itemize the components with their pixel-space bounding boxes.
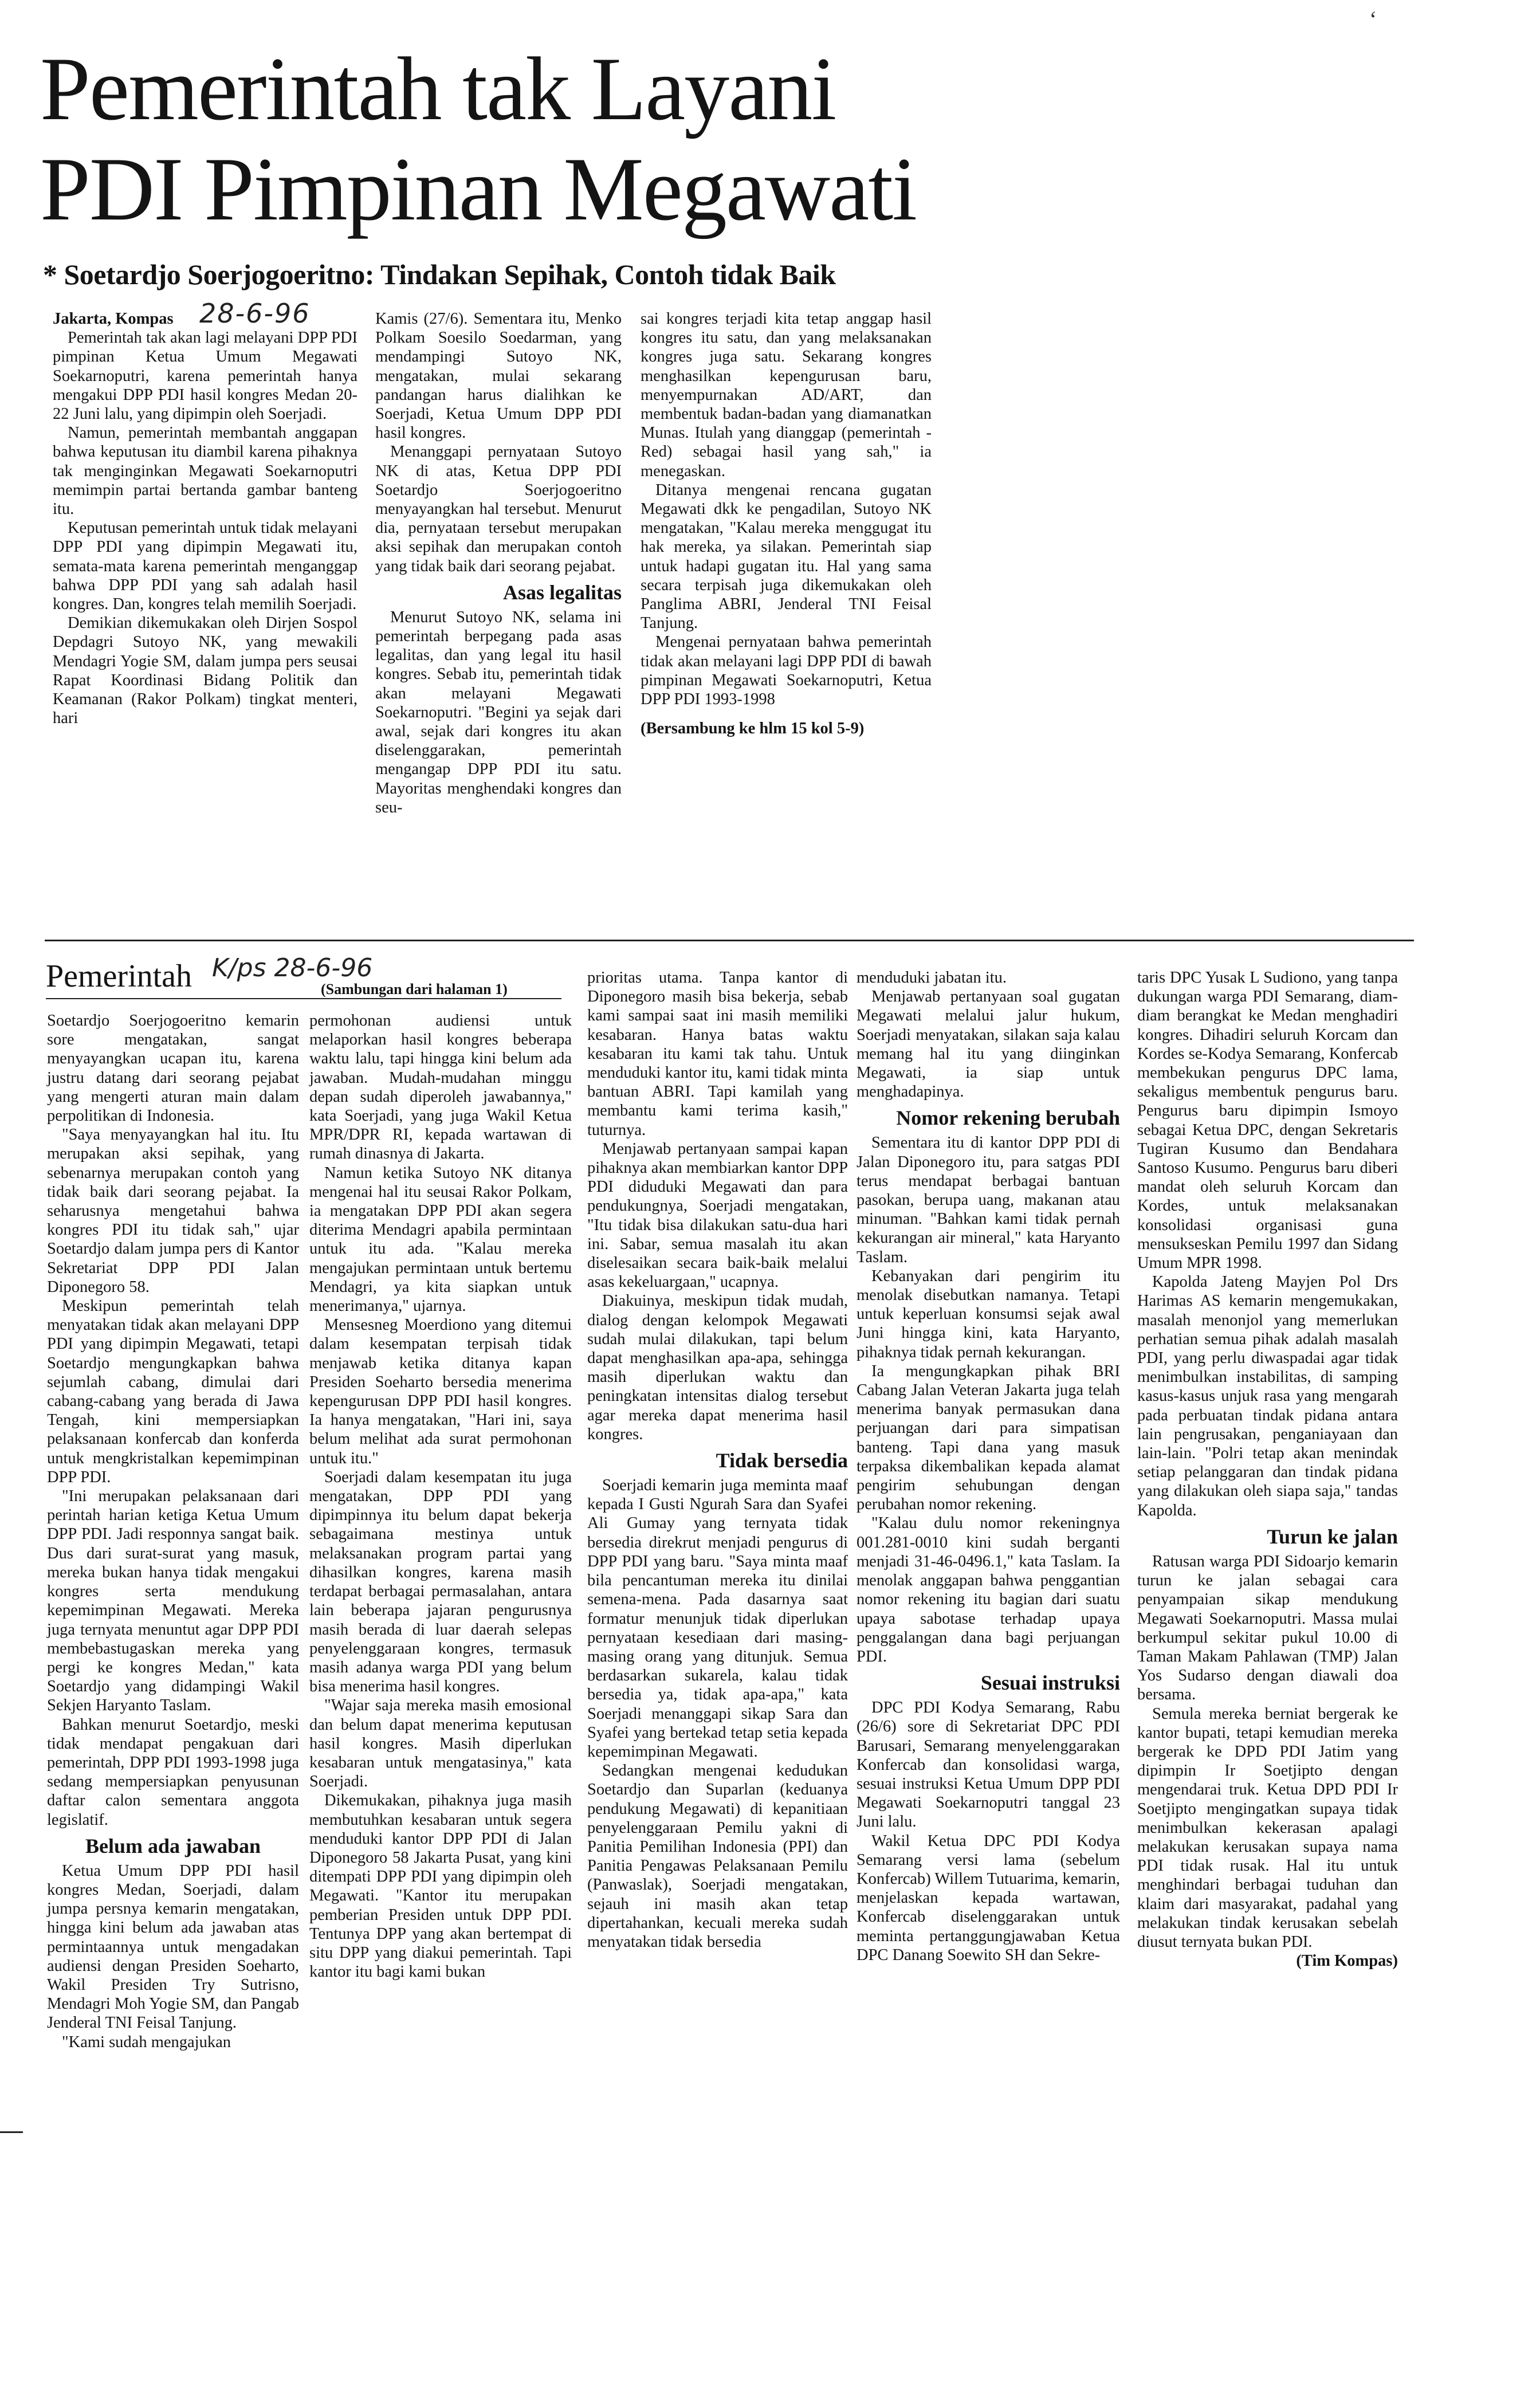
section-heading: Belum ada jawaban bbox=[85, 1834, 261, 1857]
paragraph: menduduki jabatan itu. bbox=[857, 969, 1007, 987]
article2-column-2 bbox=[309, 1011, 572, 1981]
title-underline bbox=[46, 998, 561, 999]
paragraph: Bahkan menurut Soetardjo, meski tidak mendapat pengakuan dari pemerintah, DPP PDI 1993-1998 juga sedang mempersiapkan penyusunan daftar calon sementara anggota legislatif. bbox=[47, 1715, 299, 1829]
paragraph: "Saya menyayangkan hal itu. Itu merupakan aksi sepihak, yang sebenarnya merupakan contoh yang tidak baik dari seorang pejabat. Ia seharusnya mengetahui bahwa kongres PDI itu tidak sah," ujar Soetardjo dalam jumpa pers di Kantor Sekretariat DPP PDI Jalan Diponegoro 58. bbox=[47, 1126, 299, 1296]
paragraph: Menjawab pertanyaan soal gugatan Megawati melalui jalur hukum, Soerjadi menyatakan, silakan saja kalau memang hal itu yang diinginkan Megawati, ia siap untuk menghadapinya. bbox=[857, 988, 1120, 1101]
section-heading: Sesuai instruksi bbox=[980, 1671, 1120, 1695]
paragraph: Ratusan warga PDI Sidoarjo kemarin turun ke jalan sebagai cara penyampaian sikap mendukung Megawati Soekarnoputri. Massa mulai berkumpul sekitar pukul 10.00 di Taman Makam Pahlawan (TMP) Jalan Yos Sudarso dengan diawali doa bersama. bbox=[1137, 1552, 1398, 1704]
paragraph: Kebanyakan dari pengirim itu menolak disebutkan namanya. Tetapi untuk keperluan konsumsi sejak awal Juni hingga kini, kata Haryanto, pihaknya tidak pernah kekurangan. bbox=[857, 1267, 1120, 1361]
paragraph: "Kami sudah mengajukan bbox=[62, 2033, 231, 2051]
paragraph: Namun ketika Sutoyo NK ditanya mengenai hal itu seusai Rakor Polkam, ia mengatakan DPP PDI akan segera diterima Mendagri apabila permintaan untuk itu ada. "Kalau mereka mengajukan permintaan untuk bertemu Mendagri, ya kita siapkan untuk menerimanya," ujarnya. bbox=[309, 1164, 572, 1315]
paragraph: "Ini merupakan pelaksanaan dari perintah harian ketiga Ketua Umum DPP PDI. Jadi responnya sangat baik. Dus dari surat-surat yang masuk, mereka bukan hanya tidak mengakui kongres serta mendukung kepemimpinan Megawati. Mereka juga ternyata menuntut agar DPP PDI membebastugaskan mereka yang pergi ke kongres Medan," kata Soetardjo yang didampingi Wakil Sekjen Haryanto Taslam. bbox=[47, 1487, 299, 1715]
article2-column-4 bbox=[857, 968, 1120, 1965]
paragraph: Menjawab pertanyaan sampai kapan pihaknya akan membiarkan kantor DPP PDI diduduki Megawati dan para pendukungnya, Soerjadi mengatakan, "Itu tidak bisa dilakukan satu-dua hari ini. Sabar, semua masalah itu akan diselesaikan secara baik-baik melalui asas kekeluargaan," ucapnya. bbox=[587, 1140, 848, 1291]
section-divider bbox=[45, 940, 1414, 941]
continuation-title: Pemerintah bbox=[46, 959, 192, 994]
paragraph: Namun, pemerintah membantah anggapan bahwa keputusan itu diambil karena pihaknya tak menginginkan Megawati Soekarnoputri memimpin partai bertanda gambar banteng itu. bbox=[53, 424, 358, 519]
paragraph: DPC PDI Kodya Semarang, Rabu (26/6) sore di Sekretariat DPC PDI Barusari, Semarang menyelenggarakan Konfercab dan konsolidasi warga, sesuai instruksi Ketua Umum DPP PDI Megawati Soekarnoputri tanggal 23 Juni lalu. bbox=[857, 1699, 1120, 1831]
paragraph: permohonan audiensi untuk melaporkan hasil kongres beberapa waktu lalu, tapi hingga kini belum ada jawaban. Mudah-mudahan minggu depan sudah diperoleh jawabannya," kata Soerjadi, yang juga Wakil Ketua MPR/DPR RI, kepada wartawan di rumah dinasnya di Jakarta. bbox=[309, 1012, 572, 1163]
section-heading: Nomor rekening berubah bbox=[896, 1106, 1120, 1130]
section-heading: Tidak bersedia bbox=[716, 1449, 848, 1472]
article2-column-1 bbox=[47, 1011, 299, 2052]
byline: (Tim Kompas) bbox=[1296, 1952, 1398, 1970]
paragraph: Demikian dikemukakan oleh Dirjen Sospol Depdagri Sutoyo NK, yang mewakili Mendagri Yogie SM, dalam jumpa pers seusai Rapat Koordinasi Bidang Politik dan Keamanan (Rakor Polkam) tingkat menteri, hari bbox=[53, 614, 358, 728]
paragraph: Ketua Umum DPP PDI hasil kongres Medan, Soerjadi, dalam jumpa persnya kemarin mengatakan, hingga kini belum ada jawaban atas permintaannya untuk mengadakan audiensi dengan Presiden Soeharto, Wakil Presiden Try Sutrisno, Mendagri Moh Yogie SM, dan Pangab Jenderal TNI Feisal Tanjung. bbox=[47, 1861, 299, 2032]
paragraph: Semula mereka berniat bergerak ke kantor bupati, tetapi kemudian mereka bergerak ke DPD PDI Jatim yang dipimpin Ir Soetjipto dengan mengendarai truk. Ketua DPD PDI Ir Soetjipto mengingatkan supaya tidak menimbulkan kekerasan apalagi melakukan kerusakan supaya nama PDI tidak rusak. Hal itu untuk menghindari berbagai tuduhan dan klaim dari masyarakat, padahal yang melakukan tindak kerusakan sebelah diusut ternyata bukan PDI. bbox=[1137, 1704, 1398, 1951]
dateline: Jakarta, Kompas bbox=[53, 310, 174, 328]
paragraph: "Wajar saja mereka masih emosional dan belum dapat menerima keputusan hasil kongres. Masih diperlukan kesabaran untuk mengatasinya," kata Soerjadi. bbox=[309, 1696, 572, 1791]
paragraph: Dikemukakan, pihaknya juga masih membutuhkan kesabaran untuk segera menduduki kantor DPP PDI di Jalan Diponegoro 58 Jakarta Pusat, yang kini ditempati DPP PDI yang dipimpin oleh Megawati. "Kantor itu merupakan pemberian Presiden untuk DPP PDI. Tentunya DPP yang akan bertempat di situ DPP yang diakui pemerintah. Tapi kantor itu bagi kami bukan bbox=[309, 1792, 572, 1981]
article2-column-3 bbox=[587, 968, 848, 1951]
paragraph: Menanggapi pernyataan Sutoyo NK di atas, Ketua DPP PDI Soetardjo Soerjogoeritno menyayangkan hal tersebut. Menurut dia, pernyataan tersebut merupakan aksi sepihak dan merupakan contoh yang tidak baik dari seorang pejabat. bbox=[375, 443, 622, 575]
paragraph: Sedangkan mengenai kedudukan Soetardjo dan Suparlan (keduanya pendukung Megawati) di kepanitiaan penyelenggaraan Pemilu yakni di Panitia Pemilihan Indonesia (PPI) dan Panitia Pengawas Pelaksanaan Pemilu (Panwaslak), Soerjadi mengatakan, sejauh ini masih akan tetap dipertahankan, kecuali mereka sudah menyatakan tidak bersedia bbox=[587, 1762, 848, 1951]
handwritten-date: 28-6-96 bbox=[199, 298, 311, 329]
paragraph: Pemerintah tak akan lagi melayani DPP PDI pimpinan Ketua Umum Megawati Soekarnoputri, karena pemerintah hanya mengakui DPP PDI hasil kongres Medan 20-22 Juni lalu, yang dipimpin oleh Soerjadi. bbox=[53, 329, 358, 423]
paragraph: Menurut Sutoyo NK, selama ini pemerintah berpegang pada asas legalitas, dan yang legal itu hasil kongres. Sebab itu, pemerintah tidak akan melayani Megawati Soekarnoputri. "Begini ya sejak dari awal, sejak dari kongres itu akan diselenggarakan, pemerintah mengangap DPP PDI itu satu. Mayoritas menghendaki kongres dan seu- bbox=[375, 608, 622, 816]
headline-subtitle: * Soetardjo Soerjogoeritno: Tindakan Sepihak, Contoh tidak Baik bbox=[43, 258, 836, 290]
paragraph: Keputusan pemerintah untuk tidak melayani DPP PDI yang dipimpin Megawati itu, semata-mata karena pemerintah menganggap bahwa DPP PDI yang sah adalah hasil kongres. Dan, kongres telah memilih Soerjadi. bbox=[53, 519, 358, 614]
paragraph: "Kalau dulu nomor rekeningnya 001.281-0010 kini sudah berganti menjadi 31-46-0496.1," kata Taslam. Ia menolak anggapan bahwa penggantian nomor rekening itu bagian dari suatu upaya sabotase terhadap upaya penggalangan dana bagi perjuangan PDI. bbox=[857, 1514, 1120, 1666]
paragraph: Soetardjo Soerjogoeritno kemarin sore mengatakan, sangat menyayangkan ucapan itu, karena justru datang dari seorang pejabat yang mengerti aturan main dalam perpolitikan di Indonesia. bbox=[47, 1012, 299, 1125]
paragraph: Kapolda Jateng Mayjen Pol Drs Harimas AS kemarin mengemukakan, masalah menonjol yang memerlukan perhatian semua pihak adalah masalah PDI, yang perlu diwaspadai agar tidak menimbulkan instabilitas, di samping kasus-kasus unjuk rasa yang mengarah pada perbuatan tindak pidana antara lain pengrusakan, penganiayaan dan lain-lain. "Polri tetap akan menindak setiap pelanggaran dan tindak pidana yang dilakukan oleh siapa saja," tandas Kapolda. bbox=[1137, 1273, 1398, 1519]
handwritten-date-continuation: K/ps 28-6-96 bbox=[212, 953, 373, 983]
scan-dot: ‘ bbox=[1369, 6, 1377, 32]
paragraph: sai kongres terjadi kita tetap anggap hasil kongres itu satu, dan yang melaksanakan kongres juga satu. Sekarang kongres menghasilkan kepengurusan baru, menyempurnakan AD/ART, dan membentuk badan-badan yang diamanatkan Munas. Itulah yang dianggap (pemerintah - Red) sebagai hasil yang sah," ia menegaskan. bbox=[641, 310, 932, 480]
section-heading: Turun ke jalan bbox=[1267, 1525, 1398, 1548]
paragraph: taris DPC Yusak L Sudiono, yang tanpa dukungan warga PDI Semarang, diam-diam berangkat ke Medan menghadiri kongres. Dihadiri seluruh Korcam dan Kordes se-Kodya Semarang, Konfercab membekukan pengurus DPC lama, sekaligus membentuk pengurus baru. Pengurus baru dipimpin Ismoyo sebagai Ketua DPC, dengan Sekretaris Tugiran Kusumo dan Bendahara Santoso Kusumo. Pengurus baru diberi mandat oleh seluruh Korcam dan Kordes, untuk melaksanakan konsolidasi organisasi guna mensukseskan Pemilu 1997 dan Sidang Umum MPR 1998. bbox=[1137, 969, 1398, 1272]
scan-mark bbox=[0, 2131, 23, 2133]
paragraph: Mensesneg Moerdiono yang ditemui dalam kesempatan terpisah tidak menjawab ketika ditanya kapan Presiden Soeharto bersedia menerima kepengurusan DPP PDI hasil kongres. Ia hanya mengatakan, "Hari ini, saya belum melihat ada surat permohonan untuk itu." bbox=[309, 1316, 572, 1467]
paragraph: Ia mengungkapkan pihak BRI Cabang Jalan Veteran Jakarta juga telah menerima banyak permasukan dana perjuangan dari para simpatisan banteng. Tapi dana yang masuk terpaksa dikembalikan kepada alamat pengirim sehubungan dengan perubahan nomor rekening. bbox=[857, 1362, 1120, 1514]
article1-column-2 bbox=[375, 309, 622, 817]
paragraph: Sementara itu di kantor DPP PDI di Jalan Diponegoro itu, para satgas PDI terus mendapat berbagai bantuan pasokan, berupa uang, makanan atau minuman. "Bahkan kami tidak pernah kekurangan air mineral," kata Haryanto Taslam. bbox=[857, 1134, 1120, 1266]
paragraph: prioritas utama. Tanpa kantor di Diponegoro masih bisa bekerja, sebab kami sampai saat ini masih memiliki kesabaran. Hanya batas waktu kesabaran itu kami tak tahu. Untuk menduduki kantor itu, kami tidak minta bantuan ABRI. Tapi kamilah yang membantu kami terima kasih," tuturnya. bbox=[587, 969, 848, 1139]
paragraph: Ditanya mengenai rencana gugatan Megawati dkk ke pengadilan, Sutoyo NK mengatakan, "Kalau mereka menggugat itu hak mereka, ya silakan. Pemerintah siap untuk hadapi gugatan itu. Hal yang sama secara terpisah juga dikemukakan oleh Panglima ABRI, Jenderal TNI Feisal Tanjung. bbox=[641, 481, 932, 633]
headline-line-1: Pemerintah tak Layani bbox=[40, 39, 836, 139]
continued-note: (Bersambung ke hlm 15 kol 5-9) bbox=[641, 720, 865, 738]
paragraph: Wakil Ketua DPC PDI Kodya Semarang versi lama (sebelum Konfercab) Willem Tutuarima, kemarin, menjelaskan kepada wartawan, Konfercab diselenggarakan untuk meminta pertanggungjawaban Ketua DPC Danang Soewito SH dan Sekre- bbox=[857, 1832, 1120, 1964]
paragraph: Meskipun pemerintah telah menyatakan tidak akan melayani DPP PDI yang dipimpin Megawati, tetapi Soetardjo mengungkapkan bahwa sejumlah cabang, dimulai dari cabang-cabang yang berada di Jawa Tengah, kini mempersiapkan pelaksanaan konfercab dan konferda untuk mengkristalkan kepemimpinan DPP PDI. bbox=[47, 1297, 299, 1486]
article1-column-1 bbox=[53, 309, 358, 728]
article2-column-5 bbox=[1137, 968, 1398, 1970]
section-heading: Asas legalitas bbox=[503, 580, 622, 604]
paragraph: Soerjadi dalam kesempatan itu juga mengatakan, DPP PDI yang dipimpinnya itu belum dapat bekerja sebagaimana mestinya untuk melaksanakan program partai yang dihasilkan kongres, karena masih terdapat berbagai permasalahan, antara lain beberapa jajaran pengurusnya masih berada di luar daerah selepas penyelenggaraan kongres, termasuk masih adanya warga PDI yang belum bisa menerima hasil kongres. bbox=[309, 1468, 572, 1696]
paragraph: Kamis (27/6). Sementara itu, Menko Polkam Soesilo Soedarman, yang mendampingi Sutoyo NK, mengatakan, mulai sekarang pandangan harus dialihkan ke Soerjadi, Ketua Umum DPP PDI hasil kongres. bbox=[375, 310, 622, 442]
paragraph: Soerjadi kemarin juga meminta maaf kepada I Gusti Ngurah Sara dan Syafei Ali Gumay yang ternyata tidak bersedia direkrut menjadi pengurus di DPP PDI yang baru. "Saya minta maaf bila pencantuman mereka itu dinilai semena-mena. Pada dasarnya saat formatur menunjuk tidak diperlukan pernyataan kesediaan dari masing-masing orang yang ditunjuk. Semua berdasarkan sukarela, kalau tidak bersedia ya, tidak apa-apa," kata Soerjadi menanggapi sikap Sara dan Syafei yang bertekad tetap setia kepada kepemimpinan Megawati. bbox=[587, 1476, 848, 1761]
paragraph: Diakuinya, meskipun tidak mudah, dialog dengan kelompok Megawati sudah mulai dilakukan, tapi belum dapat menghasilkan apa-apa, sehingga masih diperlukan waktu dan peningkatan intensitas dialog tersebut agar mereka dapat menerima hasil kongres. bbox=[587, 1292, 848, 1443]
continued-from-note: (Sambungan dari halaman 1) bbox=[321, 981, 508, 997]
article1-column-3 bbox=[641, 309, 932, 738]
headline-line-2: PDI Pimpinan Megawati bbox=[40, 139, 917, 239]
paragraph: Mengenai pernyataan bahwa pemerintah tidak akan melayani lagi DPP PDI di bawah pimpinan Megawati Soekarnoputri, Ketua DPP PDI 1993-1998 bbox=[641, 633, 932, 709]
